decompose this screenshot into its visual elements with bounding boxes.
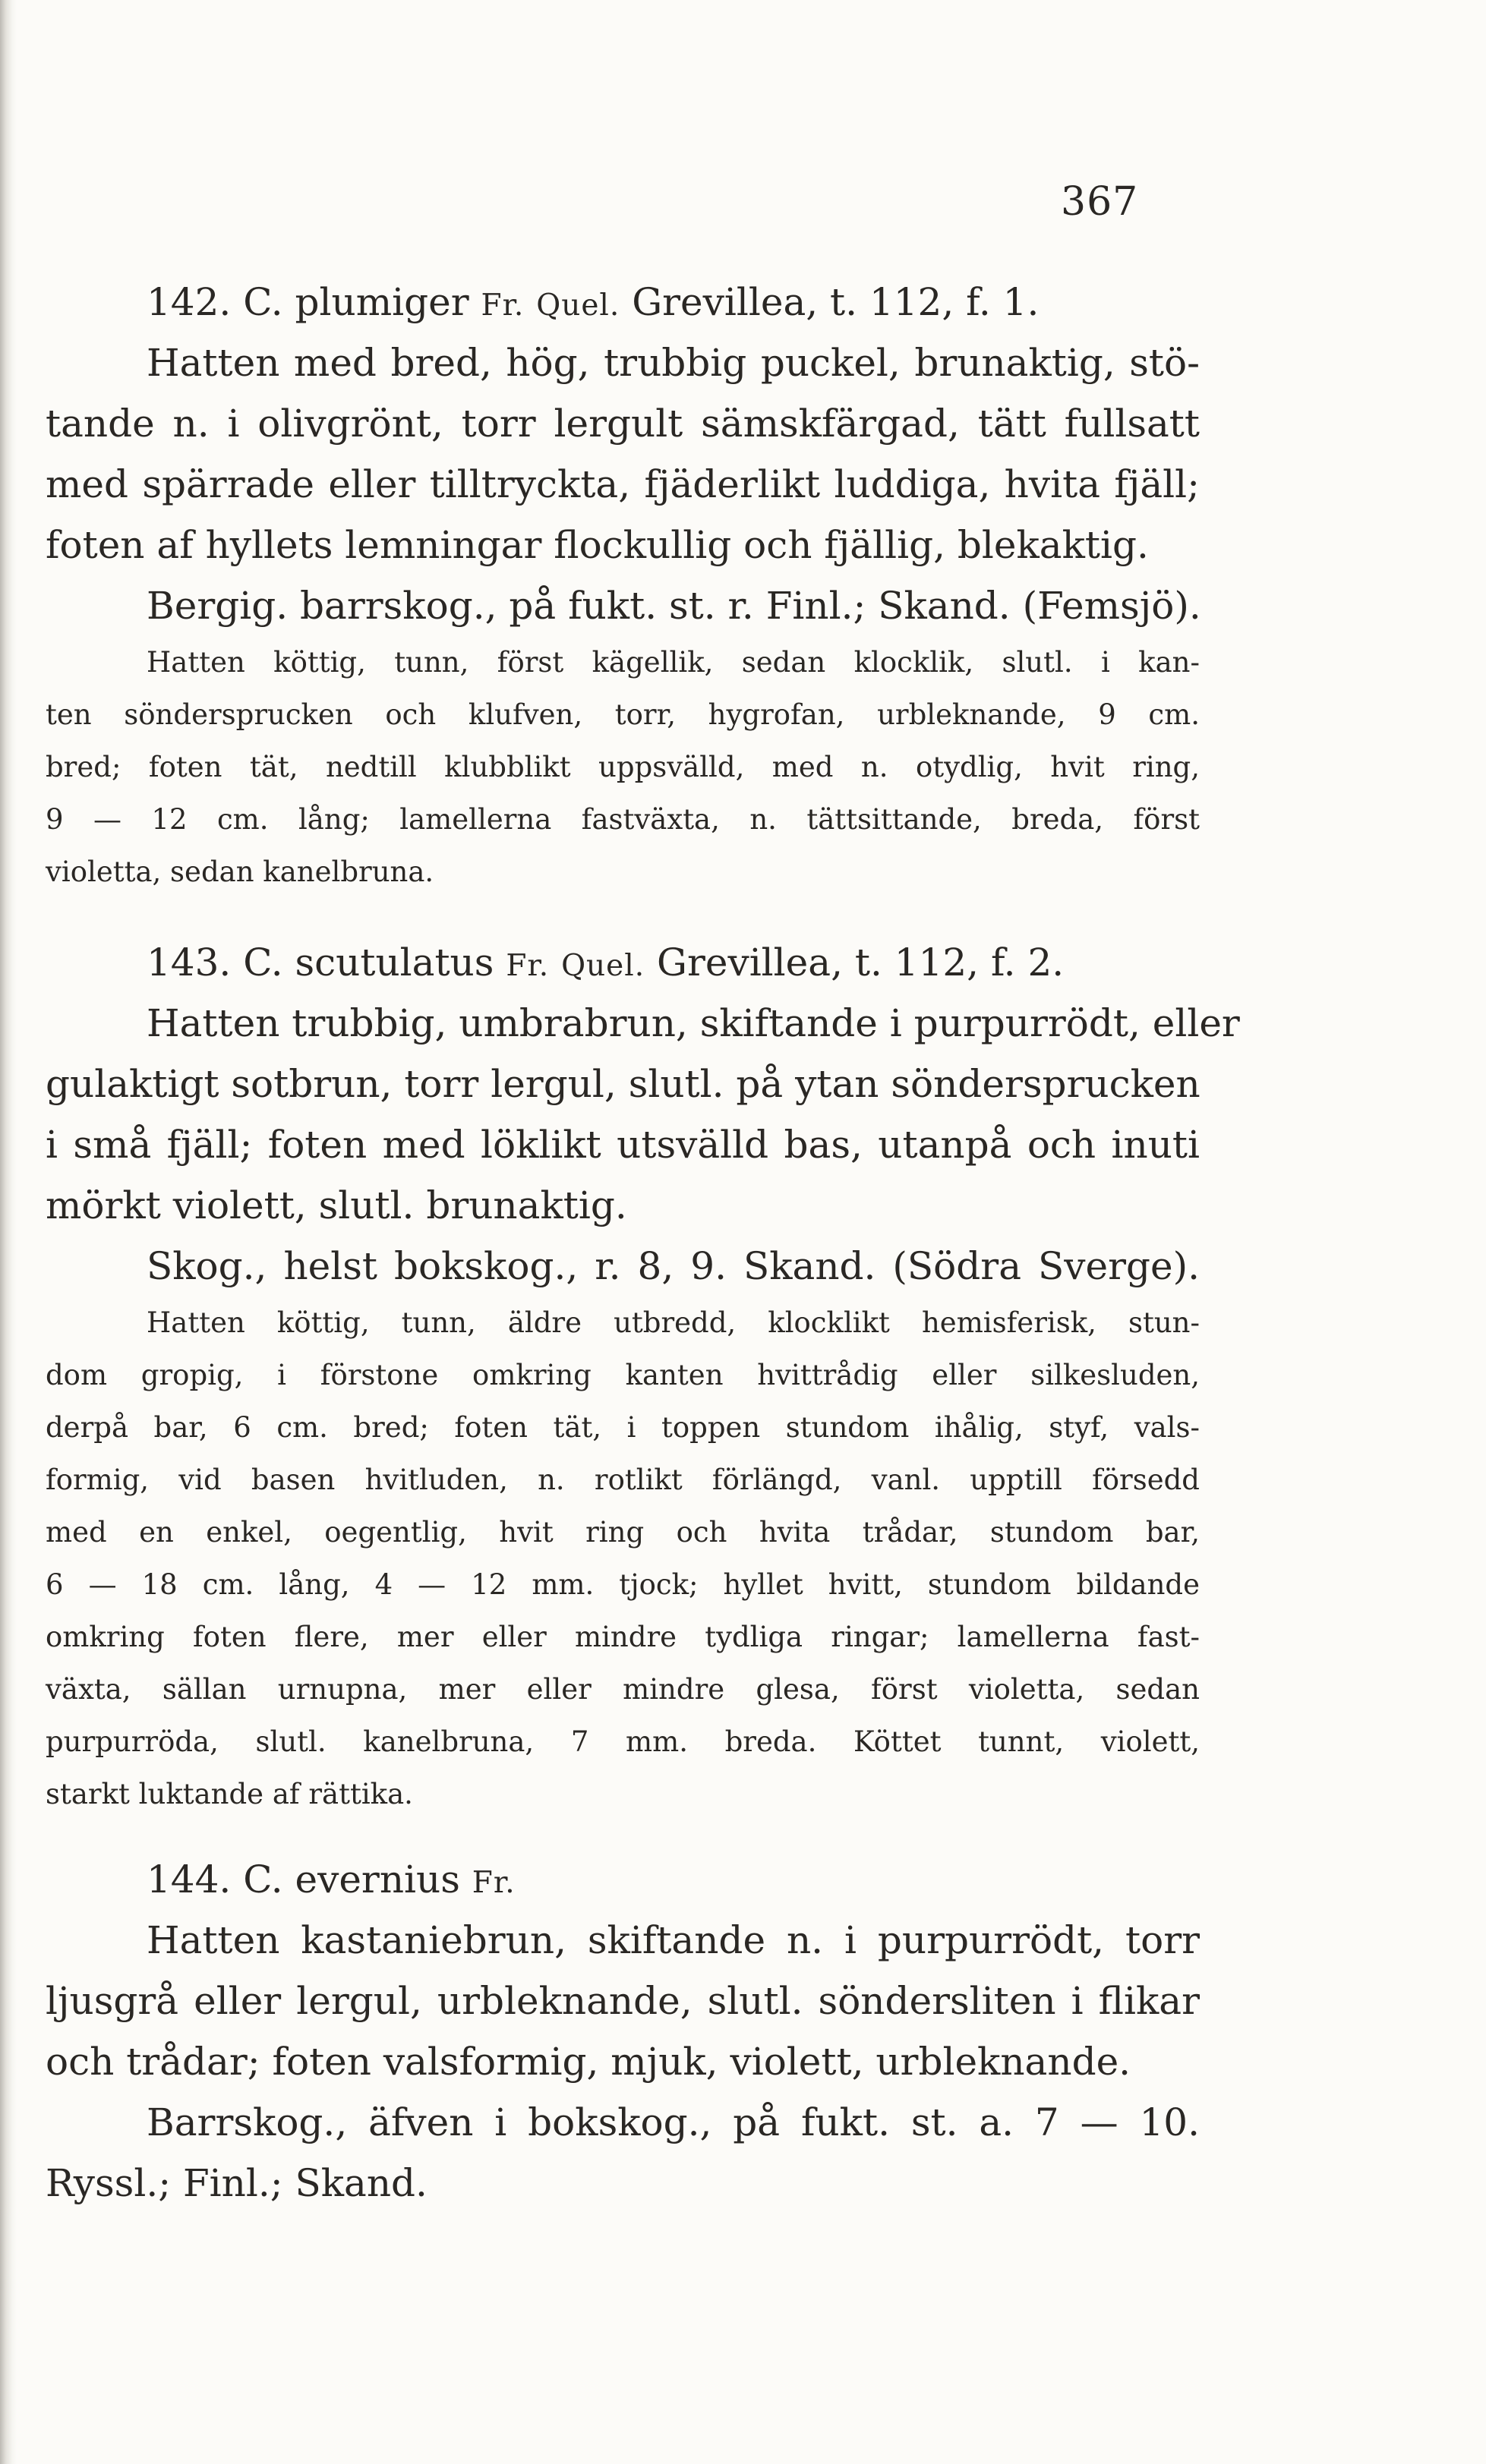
- entry-heading: [46, 932, 1200, 993]
- note-line: Hatten köttig, tunn, äldre utbredd, klocklikt hemisferisk, stun-: [147, 1306, 1200, 1339]
- entry-number: 143.: [147, 941, 232, 985]
- note-line: starkt luktande af rättika.: [46, 1778, 413, 1810]
- note-line: med en enkel, oegentlig, hvit ring och hvita trådar, stundom bar,: [46, 1516, 1200, 1549]
- entry-143: [46, 932, 1240, 1820]
- reference: Grevillea, t. 112, f. 2.: [657, 941, 1065, 985]
- entry-number: 142.: [147, 280, 232, 324]
- habitat-line: Barrskog., äfven i bokskog., på fukt. st. a. 7 — 10.: [147, 2100, 1200, 2144]
- note-line: 9 — 12 cm. lång; lamellerna fastväxta, n. tättsittande, breda, först: [46, 803, 1200, 836]
- species-name: C. scutulatus: [243, 941, 494, 985]
- description-line: ljusgrå eller lergul, urbleknande, slutl. söndersliten i flikar: [46, 1979, 1200, 2023]
- note-line: formig, vid basen hvitluden, n. rotlikt förlängd, vanl. upptill försedd: [46, 1464, 1200, 1496]
- habitat-line: Bergig. barrskog., på fukt. st. r. Finl.; Skand. (Femsjö).: [147, 584, 1201, 628]
- species-name: C. evernius: [243, 1857, 460, 1902]
- description-line: och trådar; foten valsformig, mjuk, violett, urbleknande.: [46, 2040, 1131, 2084]
- note-line: ten söndersprucken och klufven, torr, hygrofan, urbleknande, 9 cm.: [46, 698, 1200, 731]
- entry-heading: [46, 272, 1200, 332]
- entry-number: 144.: [147, 1857, 232, 1902]
- species-name: C. plumiger: [243, 280, 469, 324]
- description-line: med spärrade eller tilltryckta, fjäderlikt luddiga, hvita fjäll;: [46, 462, 1200, 506]
- description-line: Hatten trubbig, umbrabrun, skiftande i purpurrödt, eller: [147, 1001, 1240, 1045]
- description-line: Hatten kastaniebrun, skiftande n. i purpurrödt, torr: [147, 1918, 1200, 1962]
- entry-142: [46, 272, 1200, 898]
- author: Fr.: [472, 1866, 516, 1900]
- note-line: omkring foten flere, mer eller mindre tydliga ringar; lamellerna fast-: [46, 1621, 1200, 1653]
- author: Fr.: [481, 288, 525, 323]
- description-line: gulaktigt sotbrun, torr lergul, slutl. på ytan söndersprucken: [46, 1062, 1200, 1106]
- habitat-line: Ryssl.; Finl.; Skand.: [46, 2161, 428, 2205]
- reference: Grevillea, t. 112, f. 1.: [632, 280, 1040, 324]
- habitat-line: Skog., helst bokskog., r. 8, 9. Skand. (Södra Sverge).: [147, 1244, 1200, 1288]
- note-line: Hatten köttig, tunn, först kägellik, sedan klocklik, slutl. i kan-: [147, 646, 1200, 679]
- description-line: foten af hyllets lemningar flockullig och fjällig, blekaktig.: [46, 523, 1149, 567]
- reference-author: Quel.: [536, 288, 620, 323]
- note-line: 6 — 18 cm. lång, 4 — 12 mm. tjock; hyllet hvitt, stundom bildande: [46, 1568, 1200, 1601]
- note-line: derpå bar, 6 cm. bred; foten tät, i toppen stundom ihålig, styf, vals-: [46, 1411, 1200, 1444]
- description-line: Hatten med bred, hög, trubbig puckel, brunaktig, stö-: [147, 341, 1200, 385]
- reference-author: Quel.: [561, 949, 645, 983]
- description-line: i små fjäll; foten med löklikt utsvälld bas, utanpå och inuti: [46, 1123, 1200, 1167]
- note-line: dom gropig, i förstone omkring kanten hvittrådig eller silkesluden,: [46, 1359, 1200, 1391]
- entry-144: [46, 1849, 1200, 2214]
- description-line: mörkt violett, slutl. brunaktig.: [46, 1183, 627, 1227]
- note-line: växta, sällan urnupna, mer eller mindre glesa, först violetta, sedan: [46, 1673, 1200, 1706]
- note-line: bred; foten tät, nedtill klubblikt uppsvälld, med n. otydlig, hvit ring,: [46, 751, 1200, 783]
- entry-heading: [46, 1849, 1200, 1910]
- page-edge-shadow: [0, 0, 17, 2464]
- page-number: 367: [1061, 179, 1139, 225]
- description-line: tande n. i olivgrönt, torr lergult sämskfärgad, tätt fullsatt: [46, 402, 1200, 446]
- note-line: purpurröda, slutl. kanelbruna, 7 mm. breda. Köttet tunnt, violett,: [46, 1725, 1200, 1758]
- note-line: violetta, sedan kanelbruna.: [46, 855, 434, 888]
- author: Fr.: [506, 949, 550, 983]
